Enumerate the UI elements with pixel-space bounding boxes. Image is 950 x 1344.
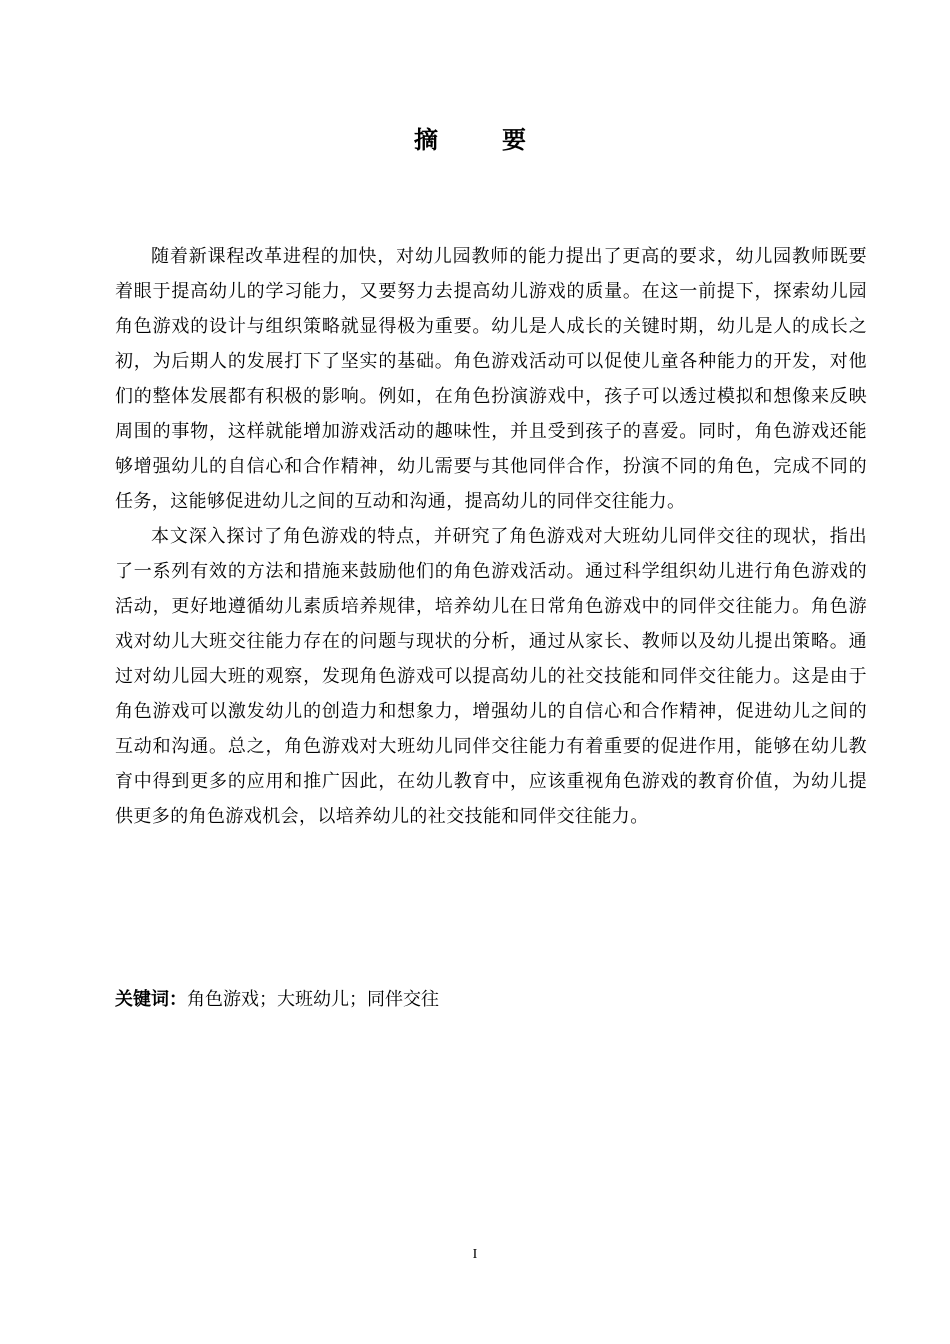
page-number: I (472, 1247, 478, 1262)
abstract-body (115, 239, 867, 834)
abstract-paragraph-1: 随着新课程改革进程的加快，对幼儿园教师的能力提出了更高的要求，幼儿园教师既要着眼于提高幼儿的学习能力，又要努力去提高幼儿游戏的质量。在这一前提下，探索幼儿园角色游戏的设计与组织策略就显得极为重要。幼儿是人成长的关键时期，幼儿是人的成长之初，为后期人的发展打下了坚实的基础。角色游戏活动可以促使儿童各种能力的开发，对他们的整体发展都有积极的影响。例如，在角色扮演游戏中，孩子可以透过模拟和想像来反映周围的事物，这样就能增加游戏活动的趣味性，并且受到孩子的喜爱。同时，角色游戏还能够增强幼儿的自信心和合作精神，幼儿需要与其他同伴合作，扮演不同的角色，完成不同的任务，这能够促进幼儿之间的互动和沟通，提高幼儿的同伴交往能力。 (115, 246, 867, 512)
abstract-paragraph-2: 本文深入探讨了角色游戏的特点，并研究了角色游戏对大班幼儿同伴交往的现状，指出了一系列有效的方法和措施来鼓励他们的角色游戏活动。通过科学组织幼儿进行角色游戏的活动，更好地遵循幼儿素质培养规律，培养幼儿在日常角色游戏中的同伴交往能力。角色游戏对幼儿大班交往能力存在的问题与现状的分析，通过从家长、教师以及幼儿提出策略。通过对幼儿园大班的观察，发现角色游戏可以提高幼儿的社交技能和同伴交往能力。这是由于角色游戏可以激发幼儿的创造力和想象力，增强幼儿的自信心和合作精神，促进幼儿之间的互动和沟通。总之，角色游戏对大班幼儿同伴交往能力有着重要的促进作用，能够在幼儿教育中得到更多的应用和推广因此，在幼儿教育中，应该重视角色游戏的教育价值，为幼儿提供更多的角色游戏机会，以培养幼儿的社交技能和同伴交往能力。 (115, 526, 867, 827)
abstract-title: 摘 要 (414, 126, 546, 154)
keywords-label: 关键词： (115, 989, 187, 1010)
keywords-line (115, 982, 867, 1017)
keywords-text: 角色游戏；大班幼儿；同伴交往 (187, 989, 439, 1010)
